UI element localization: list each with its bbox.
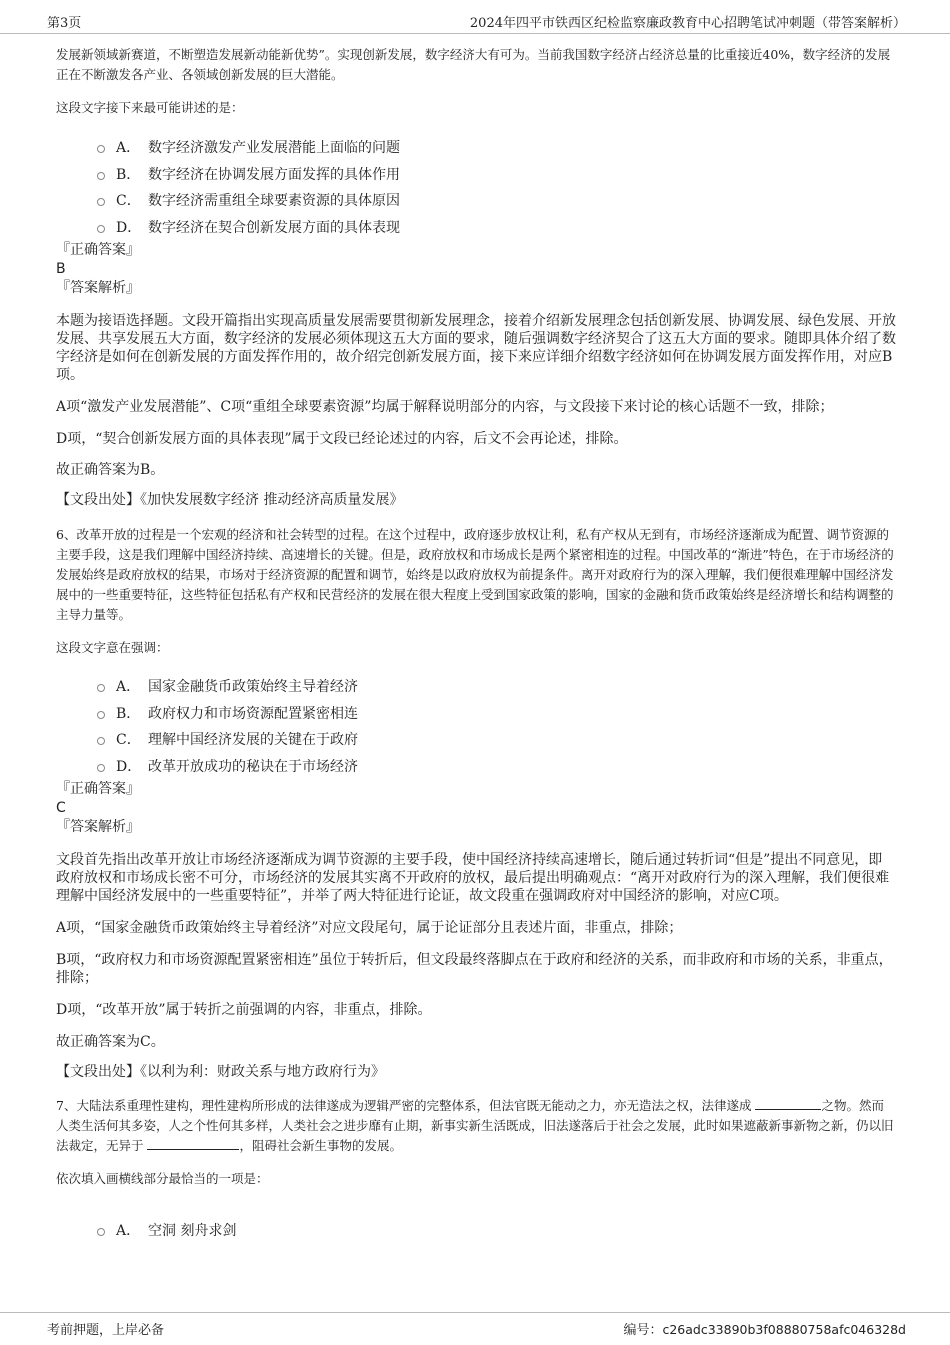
radio-icon[interactable] <box>97 225 105 233</box>
q5-analysis-1: 本题为接语选择题。文段开篇指出实现高质量发展需要贯彻新发展理念，接着介绍新发展理念包括创新发展、协调发展、绿色发展、开放发展、共享发展五大方面，数字经济的发展必须体现这五大方面的要求，随后强调数字经济契合了这五大方面的要求。随即具体介绍了数字经济是如何在创新发展的方面发挥作用的，故介绍完创新发展方面，接下来应详细介绍数字经济如何在协调发展方面发挥作用，对应B项。 <box>56 313 896 383</box>
q7-stem: 7、大陆法系重理性建构，理性建构所形成的法律遂成为逻辑严密的完整体系，但法官既无能动之力，亦无造法之权，法律遂成 之物。然而人类生活何其多姿，人之个性何其多样，人类社会之进步靡有止期，新事实新生活既成，旧法遂落后于社会之发展，此时如果遮蔽新事新物之新，仍以旧法裁定，无异于 ，阻碍社会新生事物的发展。 <box>56 1098 894 1153</box>
page-header <box>0 0 950 34</box>
q6-answer-label: 『正确答案』 <box>56 781 140 797</box>
q5-option-c[interactable]: C． 数字经济需重组全球要素资源的具体原因 <box>56 188 896 215</box>
radio-icon[interactable] <box>97 145 105 153</box>
document-code: 编号：c26adc33890b3f08880758afc046328d <box>623 1322 906 1338</box>
radio-icon[interactable] <box>97 684 105 692</box>
q6-analysis-1: 文段首先指出改革开放让市场经济逐渐成为调节资源的主要手段，使中国经济持续高速增长，随后通过转折词“但是”提出不同意见，即政府放权和市场成长密不可分，市场经济的发展其实离不开政府的放权，最后提出明确观点：“离开对政府行为的深入理解，我们便很难理解中国经济发展中的一些重要特征”，并举了两大特征进行论证，故文段重在强调政府对中国经济的影响，对应C项。 <box>56 852 890 904</box>
q5-option-b[interactable]: B． 数字经济在协调发展方面发挥的具体作用 <box>56 162 896 189</box>
q6-answer: C <box>56 800 66 816</box>
q5-prompt: 这段文字接下来最可能讲述的是： <box>56 100 244 115</box>
radio-icon[interactable] <box>97 737 105 745</box>
q5-analysis-3: D项，“契合创新发展方面的具体表现”属于文段已经论述过的内容，后文不会再论述，排除。 <box>56 431 628 447</box>
q5-analysis-4: 故正确答案为B。 <box>56 462 165 478</box>
q6-analysis-2: A项，“国家金融货币政策始终主导着经济”对应文段尾句，属于论证部分且表述片面，非重点，排除； <box>56 920 683 936</box>
q5-answer: B <box>56 261 66 277</box>
radio-icon[interactable] <box>97 764 105 772</box>
q7-prompt: 依次填入画横线部分最恰当的一项是： <box>56 1171 269 1186</box>
q6-stem: 6、改革开放的过程是一个宏观的经济和社会转型的过程。在这个过程中，政府逐步放权让利，私有产权从无到有，市场经济逐渐成为配置、调节资源的主要手段，这是我们理解中国经济持续、高速增长的关键。但是，政府放权和市场成长是两个紧密相连的过程。中国改革的“渐进”特色，在于市场经济的发展始终是政府放权的结果，市场对于经济资源的配置和调节，始终是以政府放权为前提条件。离开对政府行为的深入理解，我们便很难理解中国经济发展中的一些重要特征，这些特征包括私有产权和民营经济的发展在很大程度上受到国家政策的影响，国家的金融和货币政策始终是经济增长和结构调整的主导力量等。 <box>56 527 894 622</box>
q5-analysis-label: 『答案解析』 <box>56 280 140 296</box>
q5-source: 【文段出处】《加快发展数字经济 推动经济高质量发展》 <box>56 492 404 508</box>
q5-option-a[interactable]: A． 数字经济激发产业发展潜能上面临的问题 <box>56 135 896 162</box>
q6-analysis-label: 『答案解析』 <box>56 819 140 835</box>
q7-option-a[interactable]: A． 空洞 刻舟求剑 <box>56 1218 896 1245</box>
q5-option-d[interactable]: D． 数字经济在契合创新发展方面的具体表现 <box>56 215 896 242</box>
q6-options <box>56 674 896 780</box>
document-body <box>56 45 896 1245</box>
q6-option-b[interactable]: B． 政府权力和市场资源配置紧密相连 <box>56 701 896 728</box>
q5-intro: 发展新领域新赛道，不断塑造发展新动能新优势”。实现创新发展，数字经济大有可为。当前我国数字经济占经济总量的比重接近40%，数字经济的发展正在不断激发各产业、各领域创新发展的巨大潜能。 <box>56 47 891 82</box>
fill-blank-2 <box>147 1137 239 1150</box>
footer-slogan: 考前押题，上岸必备 <box>47 1323 165 1338</box>
fill-blank-1 <box>755 1097 821 1110</box>
q5-options <box>56 135 896 241</box>
document-title: 2024年四平市铁西区纪检监察廉政教育中心招聘笔试冲刺题（带答案解析） <box>469 16 906 31</box>
q7-options <box>56 1218 896 1245</box>
q6-analysis-3: B项，“政府权力和市场资源配置紧密相连”虽位于转折后，但文段最终落脚点在于政府和经济的关系，而非政府和市场的关系，非重点，排除； <box>56 952 893 986</box>
radio-icon[interactable] <box>97 711 105 719</box>
page-number: 第3页 <box>47 16 82 31</box>
q6-source: 【文段出处】《以利为利：财政关系与地方政府行为》 <box>56 1064 385 1080</box>
radio-icon[interactable] <box>97 198 105 206</box>
q6-prompt: 这段文字意在强调： <box>56 640 169 655</box>
q5-answer-label: 『正确答案』 <box>56 242 140 258</box>
q6-analysis-5: 故正确答案为C。 <box>56 1034 165 1050</box>
q6-option-c[interactable]: C． 理解中国经济发展的关键在于政府 <box>56 727 896 754</box>
q5-analysis-2: A项“激发产业发展潜能”、C项“重组全球要素资源”均属于解释说明部分的内容，与文段接下来讨论的核心话题不一致，排除； <box>56 399 834 415</box>
page-footer <box>0 1312 950 1345</box>
q6-option-d[interactable]: D． 改革开放成功的秘诀在于市场经济 <box>56 754 896 781</box>
radio-icon[interactable] <box>97 1228 105 1236</box>
q6-analysis-4: D项，“改革开放”属于转折之前强调的内容，非重点，排除。 <box>56 1002 432 1018</box>
radio-icon[interactable] <box>97 172 105 180</box>
q6-option-a[interactable]: A． 国家金融货币政策始终主导着经济 <box>56 674 896 701</box>
